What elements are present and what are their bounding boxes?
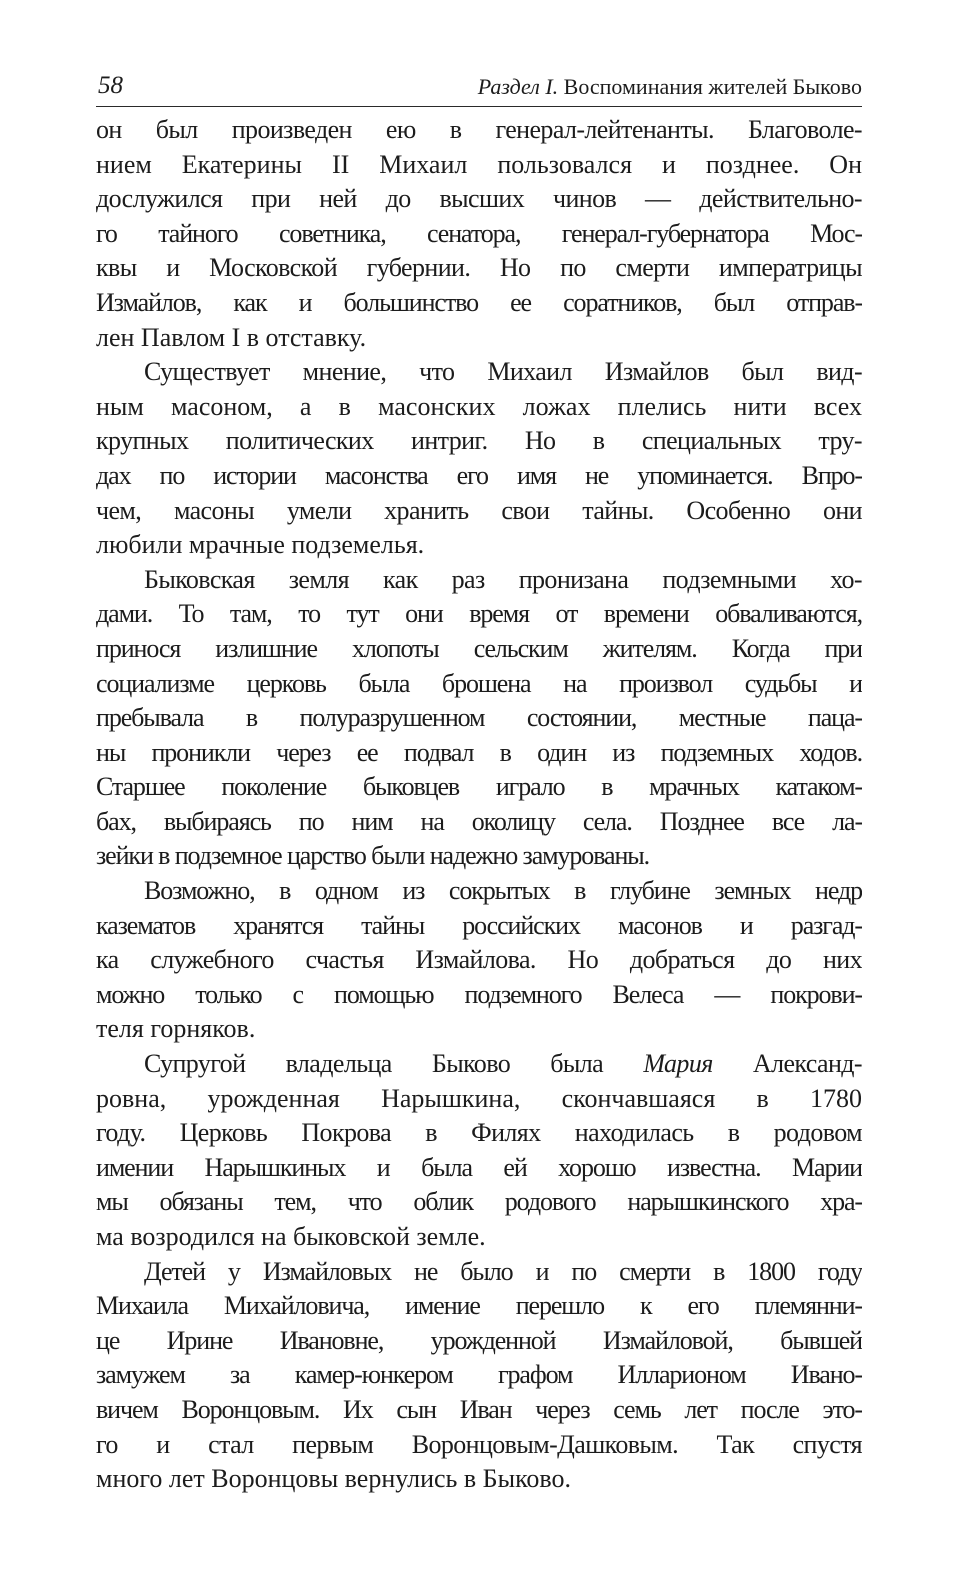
text-line: Существует мнение, что Михаил Измайлов был вид- [144, 357, 862, 387]
text-line: социализме церковь была брошена на произвол судьбы и [96, 668, 862, 698]
running-title [478, 74, 862, 100]
text-line: крупных политических интриг. Но в специальных тру- [96, 426, 862, 456]
book-page [96, 72, 862, 1497]
text-line: Старшее поколение быковцев играло в мрачных катаком- [96, 772, 862, 802]
text-line: Детей у Измайловых не было и по смерти в 1800 году [144, 1256, 862, 1286]
italic-name: Мария [643, 1049, 713, 1079]
text-line: любили мрачные подземелья. [96, 530, 425, 560]
text-line: лен Павлом I в отставку. [96, 322, 367, 352]
text-line: принося излишние хлопоты сельским жителям. Когда при [96, 633, 862, 663]
text-line: Измайлов, как и большинство ее соратников, был отправ- [96, 287, 862, 317]
paragraph [96, 1047, 862, 1255]
text-line: много лет Воронцовы вернулись в Быково. [96, 1464, 571, 1494]
text-line: году. Церковь Покрова в Филях находилась в родовом [96, 1118, 862, 1148]
text-line: Возможно, в одном из сокрытых в глубине земных недр [144, 876, 862, 906]
text-line: дами. То там, то тут они время от времени обваливаются, [96, 599, 862, 629]
paragraph [96, 563, 862, 874]
text-line: квы и Московской губернии. Но по смерти императрицы [96, 253, 862, 283]
text-line: ны проникли через ее подвал в один из подземных ходов. [96, 737, 862, 767]
text-line: можно только с помощью подземного Велеса — покрови- [96, 979, 862, 1009]
paragraph [96, 355, 862, 563]
text-line: чем, масоны умели хранить свои тайны. Особенно они [96, 495, 862, 525]
page-number: 58 [98, 72, 123, 99]
text-line: мы обязаны тем, что облик родового нарышкинского хра- [96, 1187, 862, 1217]
text-line: це Ирине Ивановне, урожденной Измайловой, бывшей [96, 1325, 862, 1355]
text-line: имении Нарышкиных и была ей хорошо известна. Марии [96, 1152, 862, 1182]
text-line: нием Екатерины II Михаил пользовался и позднее. Он [96, 149, 862, 179]
paragraph [96, 1255, 862, 1497]
text-line: Быковская земля как раз пронизана подземными хо- [144, 564, 862, 594]
text-line: го и стал первым Воронцовым-Дашковым. Так спустя [96, 1429, 862, 1459]
text-line: казематов хранятся тайны российских масонов и разгад- [96, 910, 862, 940]
text-line: дослужился при ней до высших чинов — действительно- [96, 184, 862, 214]
chapter-title: Воспоминания жителей Быково [563, 74, 862, 99]
running-header [96, 72, 862, 107]
text-line: пребывала в полуразрушенном состоянии, местные паца- [96, 703, 862, 733]
text-line: дах по истории масонства его имя не упоминается. Впро- [96, 460, 862, 490]
text-line: го тайного советника, сенатора, генерал-губернатора Мос- [96, 218, 862, 248]
paragraph [96, 874, 862, 1047]
paragraph [96, 113, 862, 355]
text-line: зейки в подземное царство были надежно замурованы. [96, 841, 650, 871]
text-line: ма возродился на быковской земле. [96, 1222, 486, 1251]
text-line: вичем Воронцовым. Их сын Иван через семь лет после это- [96, 1394, 862, 1424]
text-line [96, 1047, 862, 1082]
text-run: Александ- [712, 1049, 862, 1079]
text-line: Михаила Михайловича, имение перешло к его племянни- [96, 1291, 862, 1321]
body-text [96, 113, 862, 1497]
text-line: ка служебного счастья Измайлова. Но добраться до них [96, 945, 862, 975]
text-line: теля горняков. [96, 1014, 256, 1044]
section-label: Раздел I. [477, 74, 559, 99]
text-line: бах, выбираясь по ним на околицу села. Позднее все ла- [96, 806, 862, 836]
text-run: Супругой владельца Быково была [144, 1049, 644, 1079]
text-line: ровна, урожденная Нарышкина, скончавшаяся в 1780 [96, 1083, 862, 1113]
text-line: он был произведен ею в генерал-лейтенанты. Благоволе- [96, 115, 862, 144]
text-line: ным масоном, а в масонских ложах плелись нити всех [96, 391, 862, 421]
text-line: замужем за камер-юнкером графом Илларионом Ивано- [96, 1360, 862, 1390]
